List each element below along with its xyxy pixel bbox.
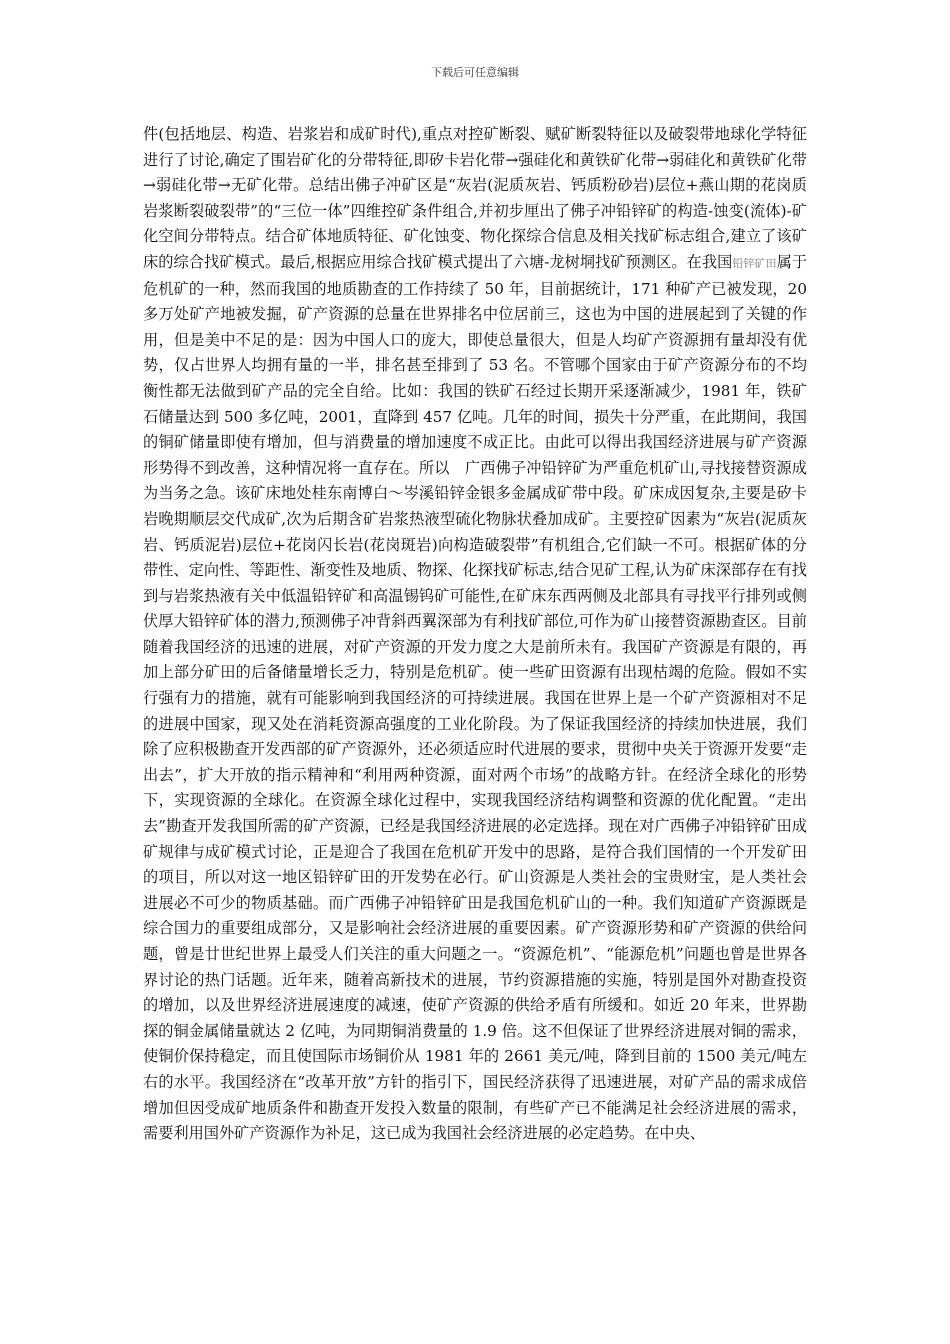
page-header: 下载后可任意编辑 <box>431 66 519 79</box>
body-text <box>143 122 807 1147</box>
inline-small-text: 铅锌矿田 <box>732 256 777 270</box>
text-segment-1: 件(包括地层、构造、岩浆岩和成矿时代),重点对控矿断裂、赋矿断裂特征以及破裂带地球化学特征进行了讨论,确定了围岩矿化的分带特征,即矽卡岩化带→强硅化和黄铁矿化带→弱硅化和黄铁矿化带→弱硅化带→无矿化带。总结出佛子冲矿区是“灰岩(泥质灰岩、钙质粉砂岩)层位+燕山期的花岗质岩浆断裂破裂带”的“三位一体”四维控矿条件组合,并初步厘出了佛子冲铅锌矿的构造-蚀变(流体)-矿化空间分带特点。结合矿体地质特征、矿化蚀变、物化探综合信息及相关找矿标志组合,建立了该矿床的综合找矿模式。最后,根据应用综合找矿模式提出了六塘-龙树垌找矿预测区。在我国 <box>143 125 807 271</box>
body-paragraph <box>143 122 807 1147</box>
text-segment-2: 属于危机矿的一种，然而我国的地质勘查的工作持续了 50 年，目前据统计，171 种矿产已被发现，20 多万处矿产地被发掘，矿产资源的总量在世界排名中位居前三，这也为中国的进展起到了关键的作用，但是美中不足的是：因为中国人口的庞大，即使总量很大，但是人均矿产资源拥有量却没有优势，仅占世界人均拥有量的一半，排名甚至排到了 53 名。不管哪个国家由于矿产资源分布的不均衡性都无法做到矿产品的完全自给。比如：我国的铁矿石经过长期开采逐渐减少，1981 年，铁矿石储量达到 500 多亿吨，2001，直降到 457 亿吨。几年的时间，损失十分严重，在此期间，我国的铜矿储量即使有增加，但与消费量的增加速度不成正比。由此可以得出我国经济进展与矿产资源形势得不到改善，这种情况将一直存在。所以 广西佛子冲铅锌矿为严重危机矿山,寻找接替资源成为当务之急。该矿床地处桂东南博白～岑溪铅锌金银多金属成矿带中段。矿床成因复杂,主要是矽卡岩晚期顺层交代成矿,次为后期含矿岩浆热液型硫化物脉状叠加成矿。主要控矿因素为“灰岩(泥质灰岩、钙质泥岩)层位+花岗闪长岩(花岗斑岩)向构造破裂带”有机组合,它们缺一不可。根据矿体的分带性、定向性、等距性、渐变性及地质、物探、化探找矿标志,结合见矿工程,认为矿床深部存在有找到与岩浆热液有关中低温铅锌矿和高温锡钨矿可能性,在矿床东西两侧及北部具有寻找平行排列或侧伏厚大铅锌矿体的潜力,预测佛子冲背斜西翼深部为有利找矿部位,可作为矿山接替资源勘查区。目前随着我国经济的迅速的进展，对矿产资源的开发力度之大是前所未有。我国矿产资源是有限的，再加上部分矿田的后备储量增长乏力，特别是危机矿。使一些矿田资源有出现枯竭的危险。假如不实行强有力的措施，就有可能影响到我国经济的可持续进展。我国在世界上是一个矿产资源相对不足的进展中国家，现又处在消耗资源高强度的工业化阶段。为了保证我国经济的持续加快进展，我们除了应积极勘查开发西部的矿产资源外，还必须适应时代进展的要求，贯彻中央关于资源开发要“走出去”，扩大开放的指示精神和“利用两种资源，面对两个市场”的战略方针。在经济全球化的形势下，实现资源的全球化。在资源全球化过程中，实现我国经济结构调整和资源的优化配置。“走出去”勘查开发我国所需的矿产资源，已经是我国经济进展的必定选择。现在对广西佛子冲铅锌矿田成矿规律与成矿模式讨论，正是迎合了我国在危机矿开发中的思路，是符合我们国情的一个开发矿田的项目，所以对这一地区铅锌矿田的开发势在必行。矿山资源是人类社会的宝贵财宝，是人类社会进展必不可少的物质基础。而广西佛子冲铅锌矿田是我国危机矿山的一种。我们知道矿产资源既是综合国力的重要组成部分，又是影响社会经济进展的重要因素。矿产资源形势和矿产资源的供给问题，曾是廿世纪世界上最受人们关注的重大问题之一。“资源危机”、“能源危机”问题也曾是世界各界讨论的热门话题。近年来，随着高新技术的进展，节约资源措施的实施，特别是国外对勘查投资的增加，以及世界经济进展速度的减速，使矿产资源的供给矛盾有所缓和。如近 20 年来，世界勘探的铜金属储量就达 2 亿吨，为同期铜消费量的 1.9 倍。这不但保证了世界经济进展对铜的需求，使铜价保持稳定，而且使国际市场铜价从 1981 年的 2661 美元/吨，降到目前的 1500 美元/吨左右的水平。我国经济在“改革开放”方针的指引下，国民经济获得了迅速进展，对矿产品的需求成倍增加但因受成矿地质条件和勘查开发投入数量的限制，有些矿产已不能满足社会经济进展的需求，需要利用国外矿产资源作为补足，这已成为我国社会经济进展的必定趋势。在中央、 <box>143 252 808 1143</box>
